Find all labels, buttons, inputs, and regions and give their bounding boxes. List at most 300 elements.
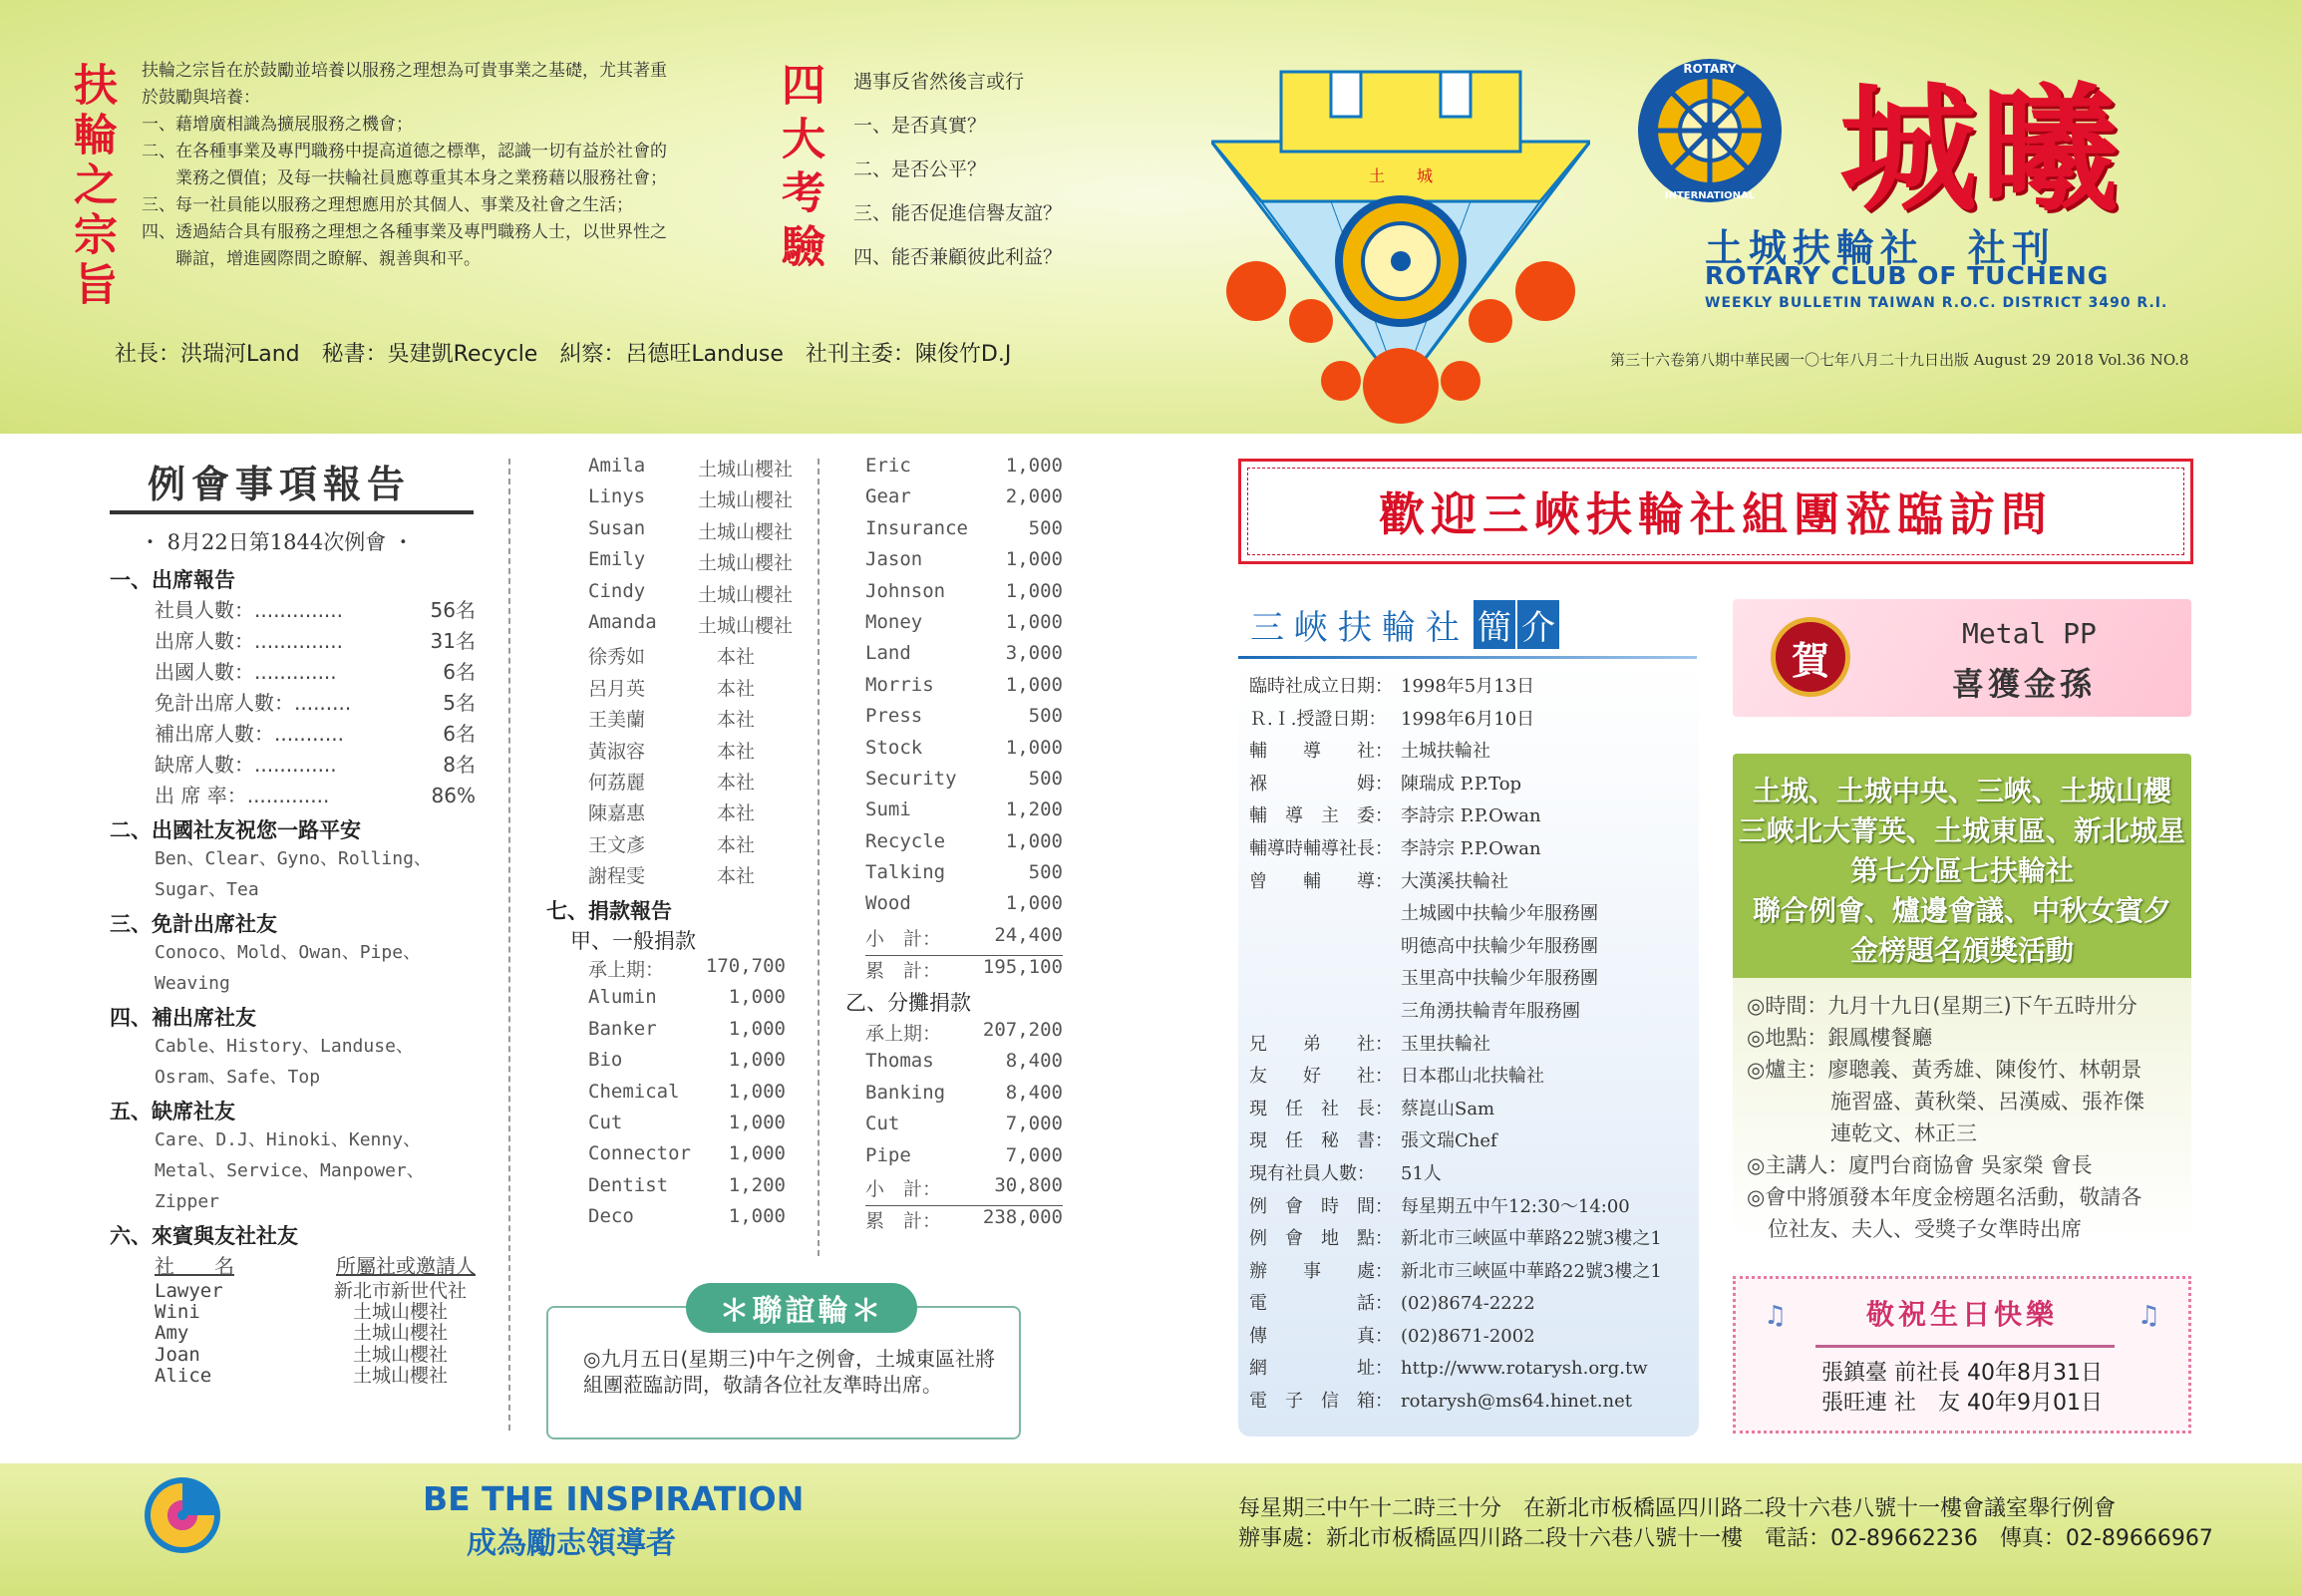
guest-club: 土城山櫻社 <box>698 520 794 543</box>
profile-rows <box>1249 671 1698 1419</box>
motto-line: 一、藉增廣相識為擴展服務之機會； <box>142 115 413 135</box>
general-donations-title: 甲、一般捐款 <box>570 929 696 953</box>
donation-amount: 1,000 <box>728 1142 786 1165</box>
donation-amount: 3,000 <box>1005 642 1063 665</box>
attendance-label: 補出席人數：........... <box>155 722 344 746</box>
profile-row <box>1249 1125 1698 1158</box>
guest-club: 本社 <box>698 709 756 732</box>
guest-club: 土城山櫻社 <box>334 1343 449 1366</box>
attendance-label: 出 席 率：............. <box>155 784 330 807</box>
event-detail-line: ◎時間：九月十九日(星期三)下午五時卅分 <box>1747 994 2138 1018</box>
donor-name: Johnson <box>865 579 946 602</box>
donor-name: Thomas <box>865 1050 934 1073</box>
donation-amount: 500 <box>1028 861 1063 884</box>
profile-label <box>1249 996 1401 1029</box>
guest-name: 徐秀如 <box>588 646 646 669</box>
guest-club: 土城山櫻社 <box>334 1364 449 1387</box>
guest-header <box>155 1250 476 1279</box>
guest-name-row <box>588 674 798 705</box>
attendance-row <box>155 750 476 781</box>
profile-label: 例 會 時 間： <box>1249 1195 1393 1217</box>
donor-name-row <box>588 1174 786 1205</box>
donor-name-row <box>865 485 1063 516</box>
profile-label <box>1249 931 1401 964</box>
name-line: Care、D.J、Hinoki、Kenny、 <box>155 1129 422 1150</box>
profile-row <box>1249 1158 1698 1191</box>
profile-row <box>1249 898 1698 931</box>
attendance-value: 6名 <box>443 722 476 746</box>
donation-amount: 1,000 <box>728 1080 786 1103</box>
donor-name-row <box>865 861 1063 892</box>
donor-name: Press <box>865 705 923 728</box>
donor-name: Eric <box>865 455 911 477</box>
profile-value: 新北市三峽區中華路22號3樓之1 <box>1401 1260 1662 1282</box>
guest-club: 本社 <box>698 771 756 794</box>
donation-amount: 1,000 <box>1005 829 1063 852</box>
profile-value: 玉里高中扶輪少年服務團 <box>1401 968 1598 990</box>
donor-name: Banking <box>865 1081 946 1104</box>
donor-name-row <box>865 1113 1063 1143</box>
profile-value: 三角湧扶輪青年服務團 <box>1401 1000 1580 1022</box>
subtotal2-label: 小 計： <box>865 1178 942 1200</box>
profile-value: 張文瑞Chef <box>1401 1130 1497 1152</box>
guest-name-row <box>588 768 798 798</box>
event-title-line: 金榜題名頒獎活動 <box>1849 934 2074 967</box>
name-line: Osram、Safe、Top <box>155 1067 321 1088</box>
guest-header-inviter: 所屬社或邀請人 <box>336 1254 476 1278</box>
attendance-label: 免計出席人數：......... <box>155 691 352 715</box>
test-line: 三、能否促進信譽友誼？ <box>853 202 1063 224</box>
profile-label: 褓 姆： <box>1249 773 1393 795</box>
profile-row <box>1249 996 1698 1029</box>
donor-name-row <box>865 830 1063 861</box>
exempt-names <box>155 937 421 999</box>
guest-club: 本社 <box>698 865 756 888</box>
profile-value: http://www.rotarysh.org.tw <box>1401 1358 1648 1380</box>
donor-name-row <box>588 1205 786 1236</box>
meeting-number: ・ 8月22日第1844次例會 ・ <box>140 530 414 554</box>
issue-line: 第三十六卷第八期中華民國一〇七年八月二十九日出版 August 29 2018 Vol.36 NO.8 <box>1610 351 2189 369</box>
profile-value: 李詩宗 P.P.Owan <box>1401 837 1541 859</box>
guest-name: Emily <box>588 548 646 571</box>
profile-row <box>1249 1223 1698 1256</box>
general-donation-list-continued <box>865 455 1063 924</box>
guest-name: Susan <box>588 516 646 539</box>
name-line: Cable、History、Landuse、 <box>155 1036 414 1057</box>
motto-line: 業務之價值；及每一扶輪社員應尊重其本身之業務藉以服務社會； <box>142 168 667 188</box>
shared-donations-title: 乙、分攤捐款 <box>845 991 971 1015</box>
section-guests: 六、來賓與友社社友 <box>110 1224 298 1248</box>
guest-name: Lawyer <box>155 1280 223 1302</box>
profile-row <box>1249 1256 1698 1289</box>
donation-amount: 1,200 <box>1005 798 1063 821</box>
total2-label: 累 計： <box>865 1210 942 1232</box>
profile-value: (02)8674-2222 <box>1401 1293 1535 1315</box>
profile-value: 玉里扶輪社 <box>1401 1033 1490 1055</box>
guest-name-row <box>588 485 798 516</box>
profile-row <box>1249 736 1698 769</box>
section-makeup: 四、補出席社友 <box>110 1006 256 1030</box>
profile-value: 51人 <box>1401 1162 1442 1184</box>
name-line: Ben、Clear、Gyno、Rolling、 <box>155 848 432 869</box>
fellowship-title: ＊聯誼輪＊ <box>686 1283 917 1333</box>
profile-value: 土城國中扶輪少年服務團 <box>1401 903 1598 925</box>
profile-value: 陳瑞成 P.P.Top <box>1401 773 1522 795</box>
donor-name: Sumi <box>865 798 911 821</box>
profile-label <box>1249 963 1401 996</box>
donation-amount: 1,000 <box>728 986 786 1009</box>
donor-name: Insurance <box>865 516 968 539</box>
club-name-zh: 土城扶輪社 社刊 <box>1705 226 2057 270</box>
profile-value: 明德高中扶輪少年服務團 <box>1401 935 1598 957</box>
guest-club: 土城山櫻社 <box>698 489 794 512</box>
donor-name-row <box>865 611 1063 642</box>
guest-name: 王文彥 <box>588 833 646 856</box>
guest-name: 呂月英 <box>588 677 646 700</box>
club-name-en: ROTARY CLUB OF TUCHENG <box>1705 261 2110 290</box>
donation-amount: 1,000 <box>728 1017 786 1040</box>
footer-slogan-en: BE THE INSPIRATION <box>423 1479 805 1518</box>
donor-name-row <box>865 674 1063 705</box>
birthday-rule <box>1815 1345 2115 1348</box>
profile-value: 新北市三峽區中華路22號3樓之1 <box>1401 1228 1662 1250</box>
donation-amount: 500 <box>1028 767 1063 790</box>
profile-row <box>1249 769 1698 801</box>
attendance-value: 5名 <box>443 691 476 715</box>
profile-value: 李詩宗 P.P.Owan <box>1401 805 1541 827</box>
logo-text: 土 城 <box>1368 166 1434 185</box>
motto-line: 扶輪之宗旨在於鼓勵並培養以服務之理想為可貴事業之基礎，尤其著重 <box>142 61 667 81</box>
donor-name: Connector <box>588 1142 691 1165</box>
attendance-row <box>155 781 476 811</box>
attendance-value: 86% <box>431 784 476 807</box>
event-detail-line: ◎爐主：廖聰義、黃秀雄、陳俊竹、林朝景 <box>1747 1058 2142 1082</box>
donation-amount: 8,400 <box>1005 1050 1063 1073</box>
name-line: Sugar、Tea <box>155 879 259 900</box>
rotary-ring-bottom: INTERNATIONAL <box>1664 190 1756 201</box>
general-donation-list <box>588 955 786 1237</box>
donor-name-row <box>865 768 1063 798</box>
guest-name-row <box>588 705 798 736</box>
test-line: 遇事反省然後言或行 <box>853 71 1025 93</box>
donor-name: Gear <box>865 485 911 508</box>
donation-amount: 1,000 <box>728 1049 786 1072</box>
event-detail-line: ◎地點：銀鳳樓餐廳 <box>1747 1026 1933 1050</box>
donor-name-row <box>865 1082 1063 1113</box>
bell-icon-right: ♫ <box>2137 1301 2160 1331</box>
birthday-list <box>1821 1359 2103 1419</box>
guest-name: Linys <box>588 485 646 508</box>
guest-club: 土城山櫻社 <box>334 1322 449 1345</box>
birthday-card <box>1733 1276 2191 1434</box>
guest-club: 本社 <box>698 740 756 763</box>
profile-row <box>1249 1321 1698 1354</box>
guest-name-row <box>588 517 798 548</box>
guest-name: 陳嘉惠 <box>588 802 646 825</box>
donor-name-row <box>865 705 1063 736</box>
donor-name: 承上期： <box>588 959 665 981</box>
name-line: Zipper <box>155 1191 220 1212</box>
guest-name: Amy <box>155 1322 189 1345</box>
donor-name: Chemical <box>588 1080 680 1103</box>
event-detail-line: 施習盛、黃秋榮、呂漢威、張祚傑 <box>1747 1090 2144 1114</box>
profile-row <box>1249 704 1698 737</box>
profile-value: rotarysh@ms64.hinet.net <box>1401 1391 1632 1413</box>
donation-amount: 170,700 <box>705 955 786 977</box>
attendance-row <box>155 626 476 657</box>
guest-name: Amila <box>588 455 646 477</box>
attendance-label: 社員人數：.............. <box>155 598 344 622</box>
attendance-value: 56名 <box>430 598 476 622</box>
donor-name: Talking <box>865 861 946 884</box>
donor-name-row <box>865 1144 1063 1175</box>
congrats-badge: 賀 <box>1771 617 1850 697</box>
profile-row <box>1249 1353 1698 1386</box>
profile-label: 現有社員人數： <box>1249 1162 1375 1184</box>
guest-name-row <box>588 737 798 768</box>
donor-name-row <box>588 986 786 1017</box>
donor-name-row <box>865 798 1063 829</box>
test-line: 二、是否公平？ <box>853 159 987 180</box>
profile-title: 三峽扶輪社 <box>1250 607 1470 648</box>
footer-meeting-info: 每星期三中午十二時三十分 在新北市板橋區四川路二段十六巷八號十一樓會議室舉行例會 <box>1238 1496 2117 1521</box>
guest-club: 本社 <box>698 677 756 700</box>
donor-name: Banker <box>588 1017 657 1040</box>
footer-slogan-zh: 成為勵志領導者 <box>467 1526 676 1561</box>
guest-club: 土城山櫻社 <box>698 552 794 575</box>
profile-label: 電 話： <box>1249 1293 1393 1315</box>
donor-name: Money <box>865 610 923 633</box>
guest-name: Alice <box>155 1364 212 1387</box>
motto-title-text: 扶輪之宗旨 <box>66 62 117 311</box>
donor-name-row <box>588 955 786 986</box>
event-detail-line: ◎會中將頒發本年度金榜題名活動，敬請各 <box>1747 1185 2142 1209</box>
attendance-label: 缺席人數：............. <box>155 753 337 777</box>
guest-name: Joan <box>155 1343 200 1366</box>
attendance-list <box>155 595 476 811</box>
event-detail-line: ◎主講人：廈門台商協會 吳家榮 會長 <box>1747 1153 2093 1177</box>
profile-label: 辦 事 處： <box>1249 1260 1393 1282</box>
guest-club: 本社 <box>698 646 756 669</box>
section-travel: 二、出國社友祝您一路平安 <box>110 818 361 842</box>
profile-value: (02)8671-2002 <box>1401 1325 1535 1347</box>
event-title <box>1733 754 2191 978</box>
guest-row <box>155 1302 476 1323</box>
travel-names <box>155 843 432 905</box>
profile-row <box>1249 1061 1698 1094</box>
donation-amount: 1,000 <box>1005 673 1063 696</box>
donor-name: 承上期： <box>865 1023 942 1045</box>
profile-label: 輔 導 社： <box>1249 741 1393 763</box>
guest-name-row <box>588 861 798 892</box>
donor-name-row <box>865 737 1063 768</box>
test-title <box>776 62 825 277</box>
bell-icon-left: ♫ <box>1764 1301 1788 1331</box>
total-general <box>865 956 1063 987</box>
rotary-swirl-icon <box>138 1475 227 1555</box>
guest-club: 本社 <box>698 833 756 856</box>
motto-line: 四、透過結合具有服務之理想之各種事業及專門職務人士，以世界性之 <box>142 222 667 242</box>
donor-name-row <box>588 1081 786 1112</box>
profile-value: 土城扶輪社 <box>1401 741 1490 763</box>
guest-row <box>155 1323 476 1344</box>
report-title: 例會事項報告 <box>148 462 412 506</box>
motto-title <box>68 62 118 311</box>
guest-name-row <box>588 830 798 861</box>
welcome-text: 歡迎三峽扶輪社組團蒞臨訪問 <box>1247 468 2184 555</box>
event-title-line: 第七分區七扶輪社 <box>1849 854 2074 887</box>
profile-label: 現 任 秘 書： <box>1249 1130 1393 1152</box>
donor-name: Security <box>865 767 957 790</box>
fellowship-text: ◎九月五日(星期三)中午之例會，土城東區社將組團蒞臨訪問，敬請各位社友準時出席。 <box>583 1347 996 1397</box>
donor-name-row <box>865 642 1063 673</box>
donor-name: Wood <box>865 892 911 915</box>
guest-row <box>155 1345 476 1366</box>
profile-value: 蔡崑山Sam <box>1401 1098 1495 1119</box>
donor-name: Pipe <box>865 1143 911 1166</box>
motto-line: 於鼓勵與培養： <box>142 88 260 108</box>
guest-list <box>155 1281 476 1387</box>
donor-name: Cut <box>865 1113 900 1135</box>
donor-name-row <box>588 1018 786 1049</box>
total-label: 累 計： <box>865 960 942 982</box>
profile-value: 大漢溪扶輪社 <box>1401 870 1508 892</box>
bulletin-title: 城曦 <box>1839 68 2124 230</box>
report-title-rule <box>110 510 474 514</box>
donor-name: Deco <box>588 1205 634 1228</box>
guest-club: 新北市新世代社 <box>334 1280 468 1302</box>
officers-line: 社長：洪瑞河Land 秘書：吳建凱Recycle 糾察：呂德旺Landuse 社刊主委：陳俊竹D.J <box>115 342 1012 367</box>
donation-amount: 1,000 <box>1005 892 1063 915</box>
donation-amount: 7,000 <box>1005 1113 1063 1135</box>
profile-label: 網 址： <box>1249 1358 1393 1380</box>
motto-line: 二、在各種事業及專門職務中提高道德之標準，認識一切有益於社會的 <box>142 142 667 161</box>
attendance-label: 出國人數：............. <box>155 660 337 684</box>
guest-name: 謝程雯 <box>588 865 646 888</box>
donation-amount: 2,000 <box>1005 485 1063 508</box>
name-line: Metal、Service、Manpower、 <box>155 1160 425 1181</box>
profile-label <box>1249 898 1401 931</box>
bulletin-subtitle: WEEKLY BULLETIN TAIWAN R.O.C. DISTRICT 3490 R.I. <box>1705 295 2168 311</box>
donor-name-row <box>865 580 1063 611</box>
total-value: 195,100 <box>982 956 1063 978</box>
profile-label: 友 好 社： <box>1249 1066 1393 1088</box>
donor-name: Stock <box>865 736 923 759</box>
profile-row <box>1249 1288 1698 1321</box>
event-detail-line: 位社友、夫人、受獎子女準時出席 <box>1747 1217 2082 1241</box>
profile-header <box>1238 598 1697 650</box>
donor-name-row <box>588 1049 786 1080</box>
donor-name-row <box>865 548 1063 579</box>
section-attendance: 一、出席報告 <box>110 568 235 592</box>
attendance-value: 6名 <box>443 660 476 684</box>
profile-label: 臨時社成立日期： <box>1249 676 1393 697</box>
subtotal-value: 24,400 <box>994 924 1063 946</box>
donor-name: Bio <box>588 1049 623 1072</box>
attendance-row <box>155 595 476 626</box>
profile-label: 曾 輔 導： <box>1249 870 1393 892</box>
profile-row <box>1249 931 1698 964</box>
name-line: Conoco、Mold、Owan、Pipe、 <box>155 942 422 963</box>
guest-name-row <box>588 548 798 579</box>
profile-row <box>1249 800 1698 833</box>
donation-amount: 1,200 <box>728 1173 786 1196</box>
guest-name: Amanda <box>588 610 657 633</box>
guest-name: 何荔麗 <box>588 771 646 794</box>
tucheng-logo <box>1211 62 1590 431</box>
profile-row <box>1249 1386 1698 1419</box>
column-divider <box>508 459 510 1431</box>
profile-rule <box>1238 656 1697 659</box>
test-line: 四、能否兼顧彼此利益？ <box>853 246 1063 268</box>
guest-header-club: 社 名 <box>155 1254 234 1278</box>
donor-name-row <box>865 455 1063 485</box>
guest-name-row <box>588 580 798 611</box>
guest-row <box>155 1281 476 1302</box>
profile-label: 輔 導 主 委： <box>1249 805 1393 827</box>
attendance-value: 8名 <box>443 753 476 777</box>
guest-list-continued <box>588 455 798 892</box>
column-divider-2 <box>818 459 820 1256</box>
donor-name: Land <box>865 642 911 665</box>
donor-name: Recycle <box>865 829 946 852</box>
profile-label: 兄 弟 社： <box>1249 1033 1393 1055</box>
profile-row <box>1249 671 1698 704</box>
donor-name: Cut <box>588 1111 623 1133</box>
guest-club: 土城山櫻社 <box>334 1301 449 1324</box>
profile-label: 現 任 社 長： <box>1249 1098 1393 1119</box>
total2-value: 238,000 <box>982 1206 1063 1228</box>
guest-club: 土城山櫻社 <box>698 583 794 606</box>
section-exempt: 三、免計出席社友 <box>110 912 277 936</box>
guest-name: 黃淑容 <box>588 740 646 763</box>
profile-label: 傳 真： <box>1249 1325 1393 1347</box>
test-line: 一、是否真實？ <box>853 115 987 137</box>
profile-row <box>1249 1094 1698 1126</box>
birthday-line: 張旺連 社 友 40年9月01日 <box>1821 1391 2103 1416</box>
subtotal-general <box>865 924 1063 956</box>
profile-row <box>1249 963 1698 996</box>
profile-label: 輔導時輔導社長： <box>1249 837 1393 859</box>
profile-row <box>1249 866 1698 899</box>
event-title-line: 三峽北大菁英、土城東區、新北城星 <box>1738 814 2185 847</box>
birthday-line: 張鎮臺 前社長 40年8月31日 <box>1821 1361 2103 1386</box>
profile-label: 例 會 地 點： <box>1249 1228 1393 1250</box>
donation-amount: 1,000 <box>1005 548 1063 571</box>
congrats-card <box>1733 599 2191 717</box>
donation-amount: 1,000 <box>1005 455 1063 477</box>
event-detail-line: 連乾文、林正三 <box>1747 1121 1977 1145</box>
guest-name-row <box>588 455 798 485</box>
attendance-row <box>155 688 476 719</box>
event-details <box>1733 978 2191 1242</box>
birthday-title: 敬祝生日快樂 <box>1865 1298 2058 1331</box>
donation-amount: 7,000 <box>1005 1143 1063 1166</box>
subtotal2-value: 30,800 <box>994 1174 1063 1196</box>
rotary-ring-top: ROTARY <box>1683 62 1737 76</box>
welcome-banner <box>1238 459 2193 564</box>
event-card <box>1733 754 2191 1242</box>
donation-amount: 1,000 <box>1005 610 1063 633</box>
attendance-row <box>155 657 476 688</box>
donor-name-row <box>865 892 1063 923</box>
attendance-row <box>155 719 476 750</box>
motto-text <box>142 58 740 273</box>
subtotal-shared <box>865 1174 1063 1206</box>
donor-name-row <box>588 1142 786 1173</box>
congrats-message: 喜獲金孫 <box>1952 665 2097 703</box>
total-shared <box>865 1206 1063 1237</box>
